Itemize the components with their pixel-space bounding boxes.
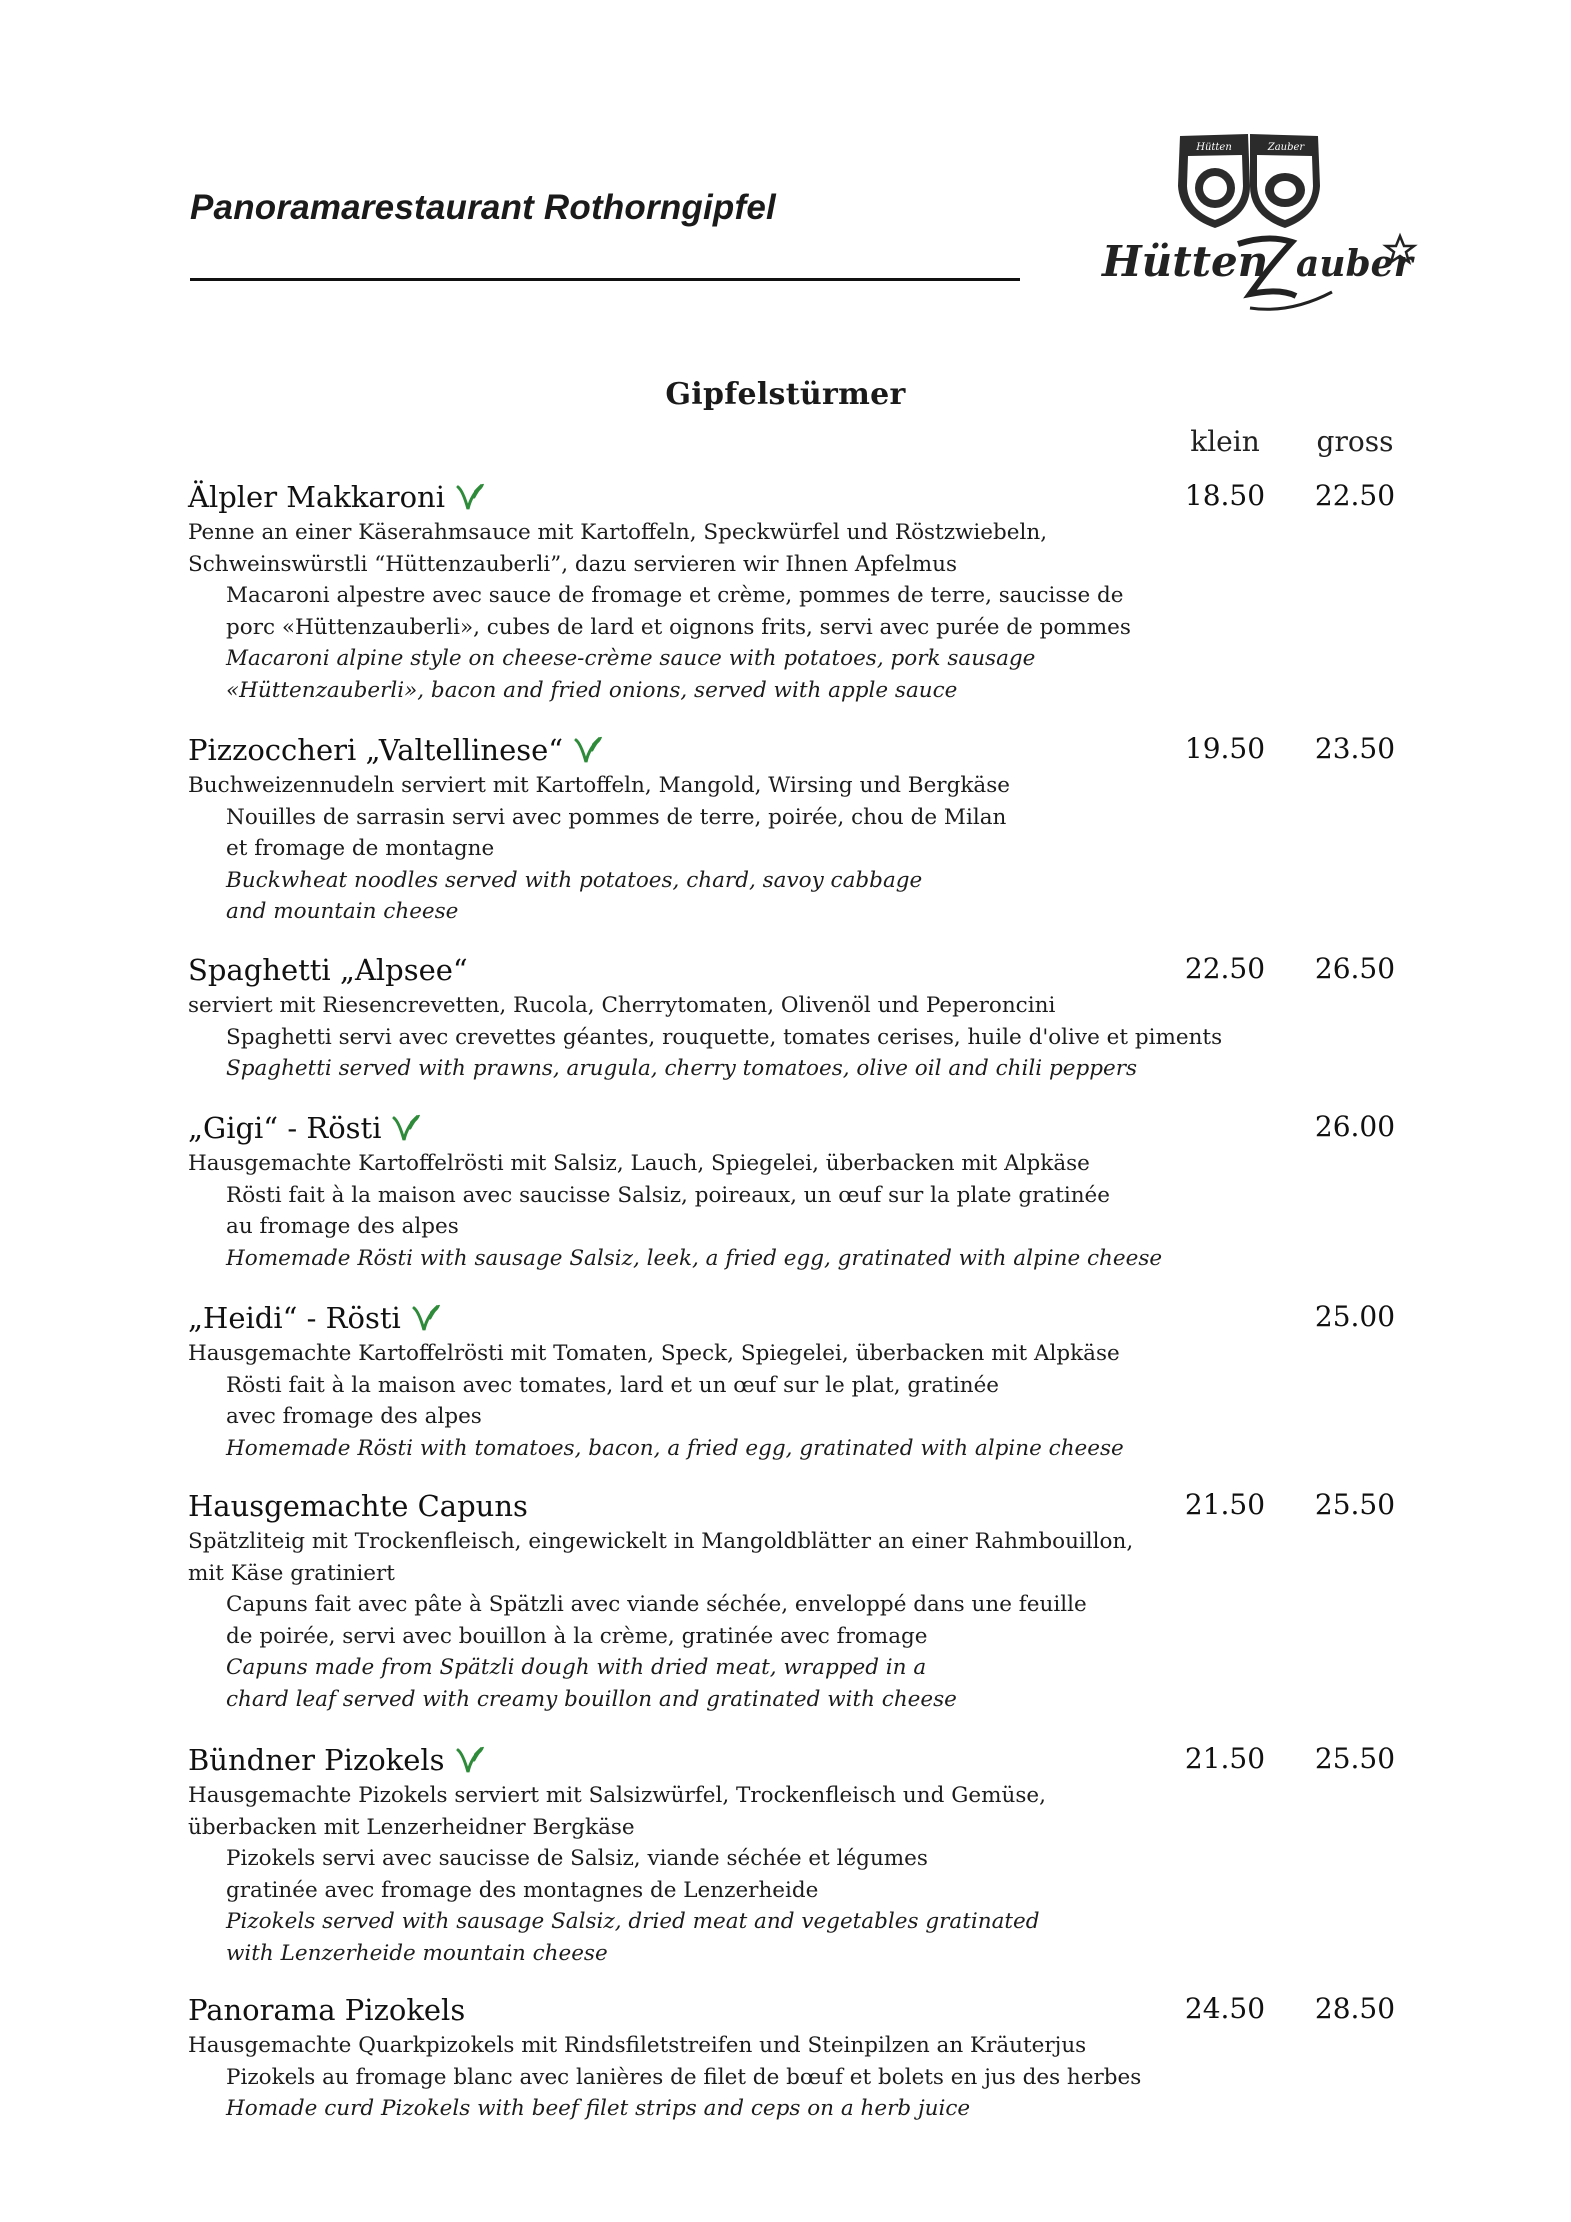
description-de (188, 2030, 1388, 2062)
description-line: überbacken mit Lenzerheidner Bergkäse (188, 1814, 635, 1840)
description-fr (188, 1022, 1388, 1054)
description-fr (188, 1180, 1388, 1243)
description-de (188, 1148, 1388, 1180)
price-large: 23.50 (1314, 732, 1396, 765)
vegetarian-leaf-icon (455, 481, 485, 513)
description-line: Rösti fait à la maison avec tomates, lard et un œuf sur le plat, gratinée (226, 1372, 1000, 1398)
price-large: 26.50 (1314, 952, 1396, 985)
price-large: 26.00 (1314, 1110, 1396, 1143)
description-de (188, 1526, 1388, 1589)
description-line: mit Käse gratiniert (188, 1560, 395, 1586)
svg-text:Hütten: Hütten (1196, 142, 1232, 153)
description-line: Hausgemachte Kartoffelrösti mit Salsiz, Lauch, Spiegelei, überbacken mit Alpkäse (188, 1151, 1090, 1176)
column-header-small: klein (1190, 425, 1260, 458)
dish-name-text: Bündner Pizokels (188, 1743, 445, 1777)
description-line: au fromage des alpes (226, 1214, 459, 1239)
column-header-large: gross (1316, 425, 1394, 458)
description-line: Spaghetti servi avec crevettes géantes, rouquette, tomates cerises, huile d'olive et piments (226, 1024, 1223, 1050)
description-fr (188, 2062, 1388, 2094)
description-line: Pizokels servi avec saucisse de Salsiz, viande séchée et légumes (226, 1846, 928, 1871)
price-large: 28.50 (1314, 1992, 1396, 2025)
svg-text:Zauber: Zauber (1267, 142, 1305, 153)
description-en (188, 865, 1388, 928)
price-small: 21.50 (1184, 1742, 1266, 1775)
description-line: «Hüttenzauberli», bacon and fried onions, served with apple sauce (226, 677, 958, 703)
description-line: Spaghetti served with prawns, arugula, cherry tomatoes, olive oil and chili peppers (226, 1056, 1137, 1081)
description-line: chard leaf served with creamy bouillon and gratinated with cheese (226, 1686, 957, 1712)
description-line: porc «Hüttenzauberli», cubes de lard et oignons frits, servi avec purée de pommes (226, 614, 1131, 640)
price-small: 22.50 (1184, 952, 1266, 985)
dish-name-text: Hausgemachte Capuns (188, 1489, 528, 1523)
price-large: 25.00 (1314, 1300, 1396, 1333)
description-line: Homemade Rösti with sausage Salsiz, leek, a fried egg, gratinated with alpine cheese (226, 1245, 1163, 1271)
description-de (188, 517, 1388, 580)
description-en (188, 1652, 1388, 1715)
description-en (188, 1433, 1388, 1465)
logo-wordmark: Hütten (1102, 237, 1269, 286)
menu-item (188, 1298, 1388, 1464)
description-en (188, 1243, 1388, 1275)
description-line: Hausgemachte Pizokels serviert mit Salsizwürfel, Trockenfleisch und Gemüse, (188, 1783, 1046, 1808)
description-de (188, 770, 1388, 802)
description-line: Pizokels au fromage blanc avec lanières de filet de bœuf et bolets en jus des herbes (226, 2064, 1142, 2090)
description-line: Buchweizennudeln serviert mit Kartoffeln, Mangold, Wirsing und Bergkäse (188, 773, 1010, 798)
restaurant-title: Panoramarestaurant Rothorngipfel (190, 188, 776, 227)
vegetarian-leaf-icon (411, 1302, 441, 1334)
description-line: with Lenzerheide mountain cheese (226, 1940, 608, 1966)
price-large: 25.50 (1314, 1488, 1396, 1521)
price-large: 22.50 (1314, 479, 1396, 512)
description-line: Hausgemachte Kartoffelrösti mit Tomaten, Speck, Spiegelei, überbacken mit Alpkäse (188, 1341, 1120, 1366)
huettenzauber-logo (1100, 126, 1420, 316)
description-line: avec fromage des alpes (226, 1404, 482, 1429)
dish-name-text: Spaghetti „Alpsee“ (188, 953, 468, 987)
vegetarian-leaf-icon (391, 1112, 421, 1144)
description-line: Spätzliteig mit Trockenfleisch, eingewickelt in Mangoldblätter an einer Rahmbouillon, (188, 1529, 1134, 1554)
dish-name-text: „Heidi“ - Rösti (188, 1301, 401, 1335)
price-large: 25.50 (1314, 1742, 1396, 1775)
description-line: Schweinswürstli “Hüttenzauberli”, dazu servieren wir Ihnen Apfelmus (188, 551, 958, 577)
description-en (188, 2093, 1388, 2125)
description-line: Macaroni alpine style on cheese-crème sauce with potatoes, pork sausage (226, 646, 1036, 671)
vegetarian-leaf-icon (573, 734, 603, 766)
description-fr (188, 580, 1388, 643)
description-line: Homemade Rösti with tomatoes, bacon, a fried egg, gratinated with alpine cheese (226, 1435, 1124, 1461)
description-fr (188, 1589, 1388, 1652)
svg-text:auber: auber (1296, 243, 1413, 285)
logo-graphic (1100, 126, 1420, 316)
description-line: et fromage de montagne (226, 836, 495, 861)
price-small: 21.50 (1184, 1488, 1266, 1521)
section-title: Gipfelstürmer (665, 377, 906, 412)
description-de (188, 990, 1388, 1022)
description-line: Capuns fait avec pâte à Spätzli avec viande séchée, enveloppé dans une feuille (226, 1592, 1087, 1617)
crest-right-icon (1250, 134, 1320, 228)
dish-name-text: Panorama Pizokels (188, 1993, 466, 2027)
description-fr (188, 1843, 1388, 1906)
vegetarian-leaf-icon (455, 1744, 485, 1776)
description-line: Penne an einer Käserahmsauce mit Kartoffeln, Speckwürfel und Röstzwiebeln, (188, 520, 1048, 545)
dish-name (188, 1298, 1388, 1338)
description-de (188, 1780, 1388, 1843)
crest-left-icon (1178, 134, 1250, 228)
dish-name (188, 1108, 1388, 1148)
price-small: 24.50 (1184, 1992, 1266, 2025)
description-line: Buckwheat noodles served with potatoes, chard, savoy cabbage (226, 867, 923, 893)
description-line: Homade curd Pizokels with beef filet strips and ceps on a herb juice (226, 2096, 971, 2121)
dish-name-text: „Gigi“ - Rösti (188, 1111, 382, 1145)
dish-name-text: Älpler Makkaroni (188, 480, 445, 514)
description-line: Nouilles de sarrasin servi avec pommes de terre, poirée, chou de Milan (226, 804, 1007, 830)
description-line: Rösti fait à la maison avec saucisse Salsiz, poireaux, un œuf sur la plate gratinée (226, 1182, 1111, 1208)
price-small: 19.50 (1184, 732, 1266, 765)
description-de (188, 1338, 1388, 1370)
description-en (188, 1053, 1388, 1085)
description-en (188, 1906, 1388, 1969)
description-line: Macaroni alpestre avec sauce de fromage et crème, pommes de terre, saucisse de (226, 583, 1124, 608)
description-fr (188, 1370, 1388, 1433)
description-en (188, 643, 1388, 706)
description-line: serviert mit Riesencrevetten, Rucola, Cherrytomaten, Olivenöl und Peperoncini (188, 993, 1056, 1018)
description-line: de poirée, servi avec bouillon à la crème, gratinée avec fromage (226, 1623, 928, 1649)
description-line: Capuns made from Spätzli dough with dried meat, wrapped in a (226, 1655, 927, 1680)
dish-name-text: Pizzoccheri „Valtellinese“ (188, 733, 564, 767)
description-line: and mountain cheese (226, 899, 459, 924)
description-fr (188, 802, 1388, 865)
description-line: Hausgemachte Quarkpizokels mit Rindsfiletstreifen und Steinpilzen an Kräuterjus (188, 2033, 1087, 2058)
price-small: 18.50 (1184, 479, 1266, 512)
header-divider (190, 278, 1020, 281)
description-line: Pizokels served with sausage Salsiz, dried meat and vegetables gratinated (226, 1909, 1040, 1934)
menu-item (188, 1108, 1388, 1274)
description-line: gratinée avec fromage des montagnes de Lenzerheide (226, 1877, 819, 1903)
